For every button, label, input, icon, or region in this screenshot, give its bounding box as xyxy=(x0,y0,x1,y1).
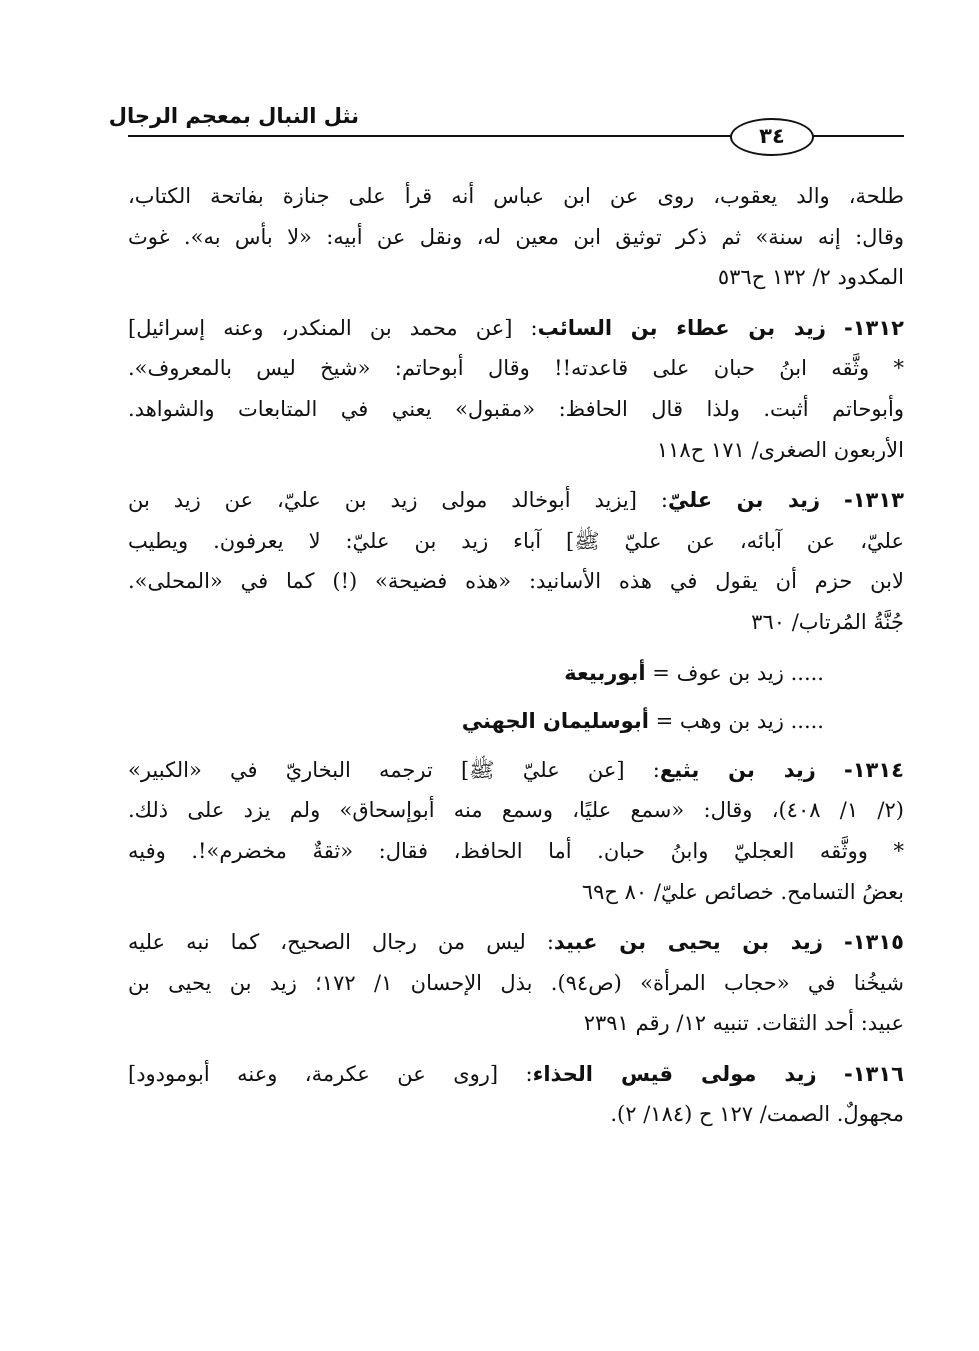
entry-continuation xyxy=(128,176,904,298)
cross-reference xyxy=(128,653,904,694)
running-title: نثل النبال بمعجم الرجال xyxy=(108,104,359,128)
entry-name: زيد بن يحيى بن عبيد xyxy=(553,930,823,955)
entry-number: ١٣١٤- xyxy=(844,757,904,782)
text-line: عبيد: أحد الثقات. تنبيه ١٢/ رقم ٢٣٩١ xyxy=(583,1011,904,1036)
entry-number: ١٣١٣- xyxy=(843,488,904,513)
text-line: بعضُ التسامح. خصائص عليّ/ ٨٠ ح٦٩ xyxy=(581,879,904,904)
text-line: (٢/ ١/ ٤٠٨)، وقال: «سمع عليًا، وسمع منه أبوإسحاق» ولم يزد على ذلك. xyxy=(128,798,904,823)
entry-1316 xyxy=(128,1054,904,1135)
entry-heading-line xyxy=(128,308,904,349)
entry-intro: : ليس من رجال الصحيح، كما نبه عليه xyxy=(128,930,554,955)
page-header xyxy=(108,100,904,170)
page-body xyxy=(128,176,904,1145)
text-line: المكدود ٢/ ١٣٢ ح٥٣٦ xyxy=(717,265,904,290)
entry-intro: : [عن محمد بن المنكدر، وعنه إسرائيل] xyxy=(128,315,538,340)
cross-ref-target: أبوربيعة xyxy=(564,660,646,685)
entry-number: ١٣١٢- xyxy=(844,315,904,340)
cross-ref-name: زيد بن وهب = xyxy=(648,709,784,734)
cross-reference xyxy=(128,701,904,742)
entry-intro: : [يزيد أبوخالد مولى زيد بن عليّ، عن زيد بن xyxy=(128,488,668,513)
entry-number: ١٣١٦- xyxy=(843,1061,904,1086)
text-line: وقال: إنه سنة» ثم ذكر توثيق ابن معين له، ونقل عن أبيه: «لا بأس به». غوث xyxy=(128,224,904,249)
text-line: طلحة، والد يعقوب، روى عن ابن عباس أنه قرأ على جنازة بفاتحة الكتاب، xyxy=(128,184,904,208)
text-line: جُنَّةُ المُرتاب/ ٣٦٠ xyxy=(751,609,904,634)
entry-name: زيد مولى قيس الحذاء xyxy=(532,1061,817,1086)
entry-number: ١٣١٥- xyxy=(844,930,904,955)
entry-name: زيد بن يثيع xyxy=(659,757,816,782)
text-line: * ووثَّقه العجليّ وابنُ حبان. أما الحافظ، فقال: «ثقةٌ مخضرم»!. وفيه xyxy=(128,838,904,863)
entry-intro: : [عن عليّ ﷺ] ترجمه البخاريّ في «الكبير» xyxy=(128,757,660,782)
entry-1312 xyxy=(128,308,904,470)
entry-1314 xyxy=(128,750,904,912)
entry-name: زيد بن عطاء بن السائب xyxy=(537,315,826,340)
entry-intro: : [روى عن عكرمة، وعنه أبومودود] xyxy=(128,1061,533,1086)
entry-name: زيد بن عليّ xyxy=(667,488,821,513)
entry-heading-line xyxy=(128,1054,904,1095)
text-line: الأربعون الصغرى/ ١٧١ ح١١٨ xyxy=(656,437,904,462)
entry-1315 xyxy=(128,922,904,1044)
text-line: شيخُنا في «حجاب المرأة» (ص٩٤). بذل الإحسان ١/ ١٧٢؛ زيد بن يحيى بن xyxy=(128,970,904,995)
leader-dots: ..... xyxy=(790,660,824,685)
text-line: وأبوحاتم أثبت. ولذا قال الحافظ: «مقبول» يعني في المتابعات والشواهد. xyxy=(128,396,904,421)
entry-1313 xyxy=(128,480,904,642)
entry-heading-line xyxy=(128,750,904,791)
text-line: مجهولٌ. الصمت/ ١٢٧ ح (١٨٤/ ٢). xyxy=(610,1102,904,1127)
cross-ref-target: أبوسليمان الجهني xyxy=(461,709,649,734)
text-line: عليّ، عن آبائه، عن عليّ ﷺ] آباء زيد بن عليّ: لا يعرفون. ويطيب xyxy=(128,528,904,553)
text-line: لابن حزم أن يقول في هذه الأسانيد: «هذه فضيحة» (!) كما في «المحلى». xyxy=(128,569,904,594)
leader-dots: ..... xyxy=(790,709,824,734)
entry-heading-line xyxy=(128,922,904,963)
text-line: * وثَّقه ابنُ حبان على قاعدته!! وقال أبوحاتم: «شيخ ليس بالمعروف». xyxy=(128,356,904,381)
cross-ref-name: زيد بن عوف = xyxy=(645,660,784,685)
page-number: ٣٤ xyxy=(730,118,814,156)
entry-heading-line xyxy=(128,480,904,521)
